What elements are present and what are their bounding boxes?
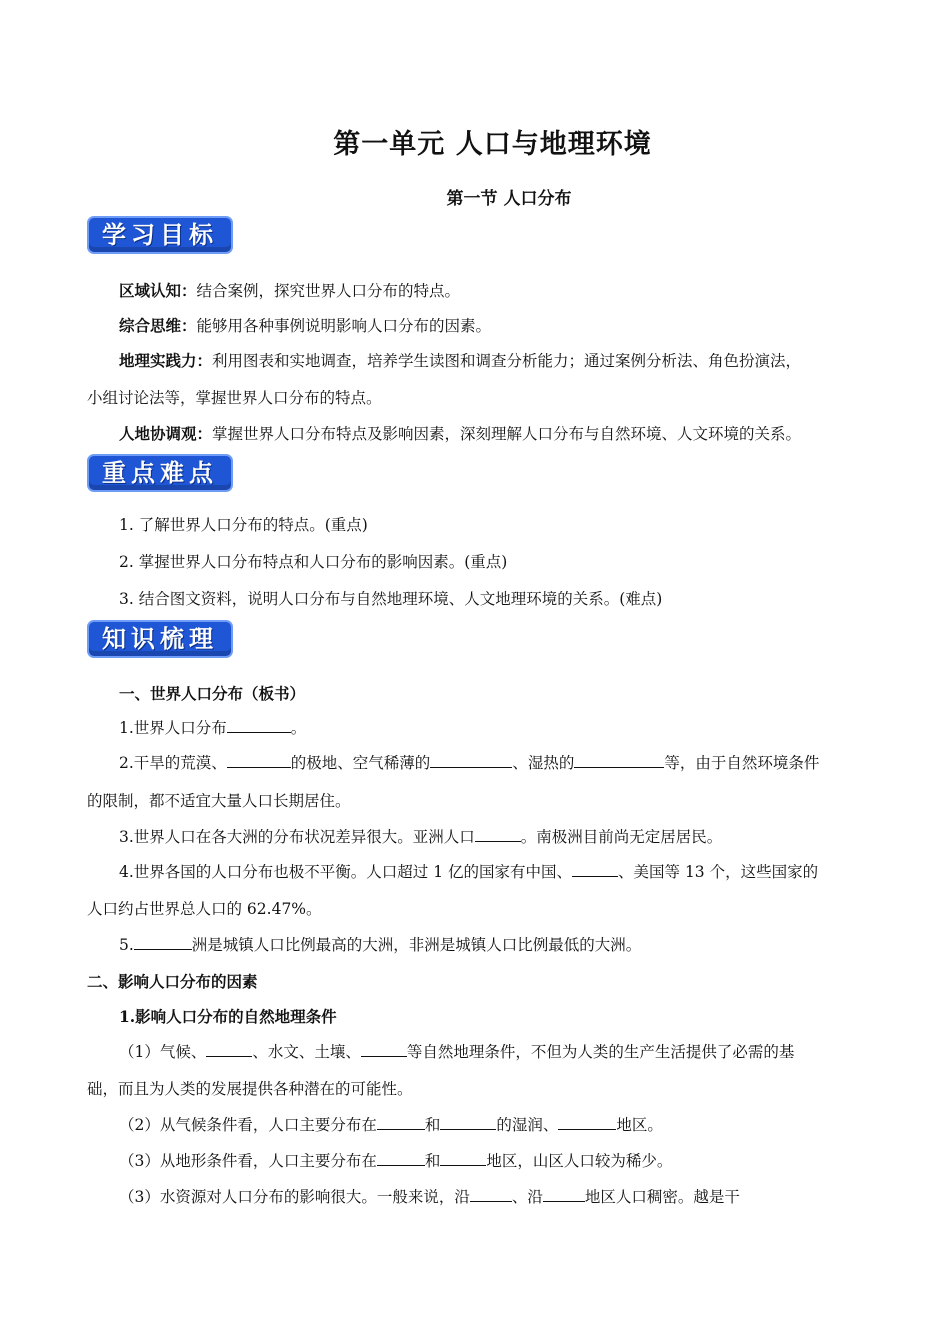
answer-blank[interactable] bbox=[134, 934, 192, 950]
fill-in-line: （1）气候、 、水文、土壤、 等自然地理条件，不但为人类的生产生活提供了必需的基 bbox=[119, 1043, 795, 1061]
objective-line: 地理实践力：利用图表和实地调查，培养学生读图和调查分析能力；通过案例分析法、角色扮演法， bbox=[119, 351, 802, 370]
fill-in-line: （2）从气候条件看，人口主要分布在 和 的湿润、 地区。 bbox=[119, 1116, 663, 1134]
answer-blank[interactable] bbox=[361, 1041, 407, 1057]
answer-blank[interactable] bbox=[227, 717, 291, 733]
key-point-item: 1. 了解世界人口分布的特点。(重点) bbox=[119, 516, 368, 534]
fill-in-line: （3）从地形条件看，人口主要分布在 和 地区，山区人口较为稀少。 bbox=[119, 1152, 673, 1170]
answer-blank[interactable] bbox=[558, 1114, 616, 1130]
answer-blank[interactable] bbox=[543, 1186, 585, 1202]
fill-in-line: 5. 洲是城镇人口比例最高的大洲，非洲是城镇人口比例最低的大洲。 bbox=[119, 936, 642, 954]
objective-line-continued: 小组讨论法等，掌握世界人口分布的特点。 bbox=[87, 389, 382, 407]
answer-blank[interactable] bbox=[574, 752, 664, 768]
answer-blank[interactable] bbox=[572, 861, 618, 877]
key-point-item: 2. 掌握世界人口分布特点和人口分布的影响因素。(重点) bbox=[119, 553, 508, 571]
section-subtitle: 第一节 人口分布 bbox=[446, 189, 572, 209]
page-title: 第一单元 人口与地理环境 bbox=[333, 129, 652, 160]
knowledge-badge: 知识梳理 bbox=[87, 620, 233, 658]
section-heading: 一、世界人口分布（板书） bbox=[119, 684, 306, 703]
fill-in-line: （3）水资源对人口分布的影响很大。一般来说，沿 、沿 地区人口稠密。越是干 bbox=[119, 1188, 740, 1206]
fill-in-line: 3.世界人口在各大洲的分布状况差异很大。亚洲人口 。南极洲目前尚无定居居民。 bbox=[119, 828, 723, 846]
key-points-badge: 重点难点 bbox=[87, 454, 233, 492]
answer-blank[interactable] bbox=[475, 826, 521, 842]
fill-in-line-continued: 的限制，都不适宜大量人口长期居住。 bbox=[87, 792, 351, 810]
objective-line: 区域认知：结合案例，探究世界人口分布的特点。 bbox=[119, 281, 461, 300]
objective-line: 人地协调观：掌握世界人口分布特点及影响因素，深刻理解人口分布与自然环境、人文环境的关系。 bbox=[119, 424, 802, 443]
answer-blank[interactable] bbox=[430, 752, 512, 768]
subsection-heading: 1.影响人口分布的自然地理条件 bbox=[119, 1007, 337, 1026]
key-point-item: 3. 结合图文资料，说明人口分布与自然地理环境、人文地理环境的关系。(难点) bbox=[119, 590, 663, 608]
fill-in-line-continued: 人口约占世界总人口的 62.47%。 bbox=[87, 900, 322, 918]
fill-in-line-continued: 础，而且为人类的发展提供各种潜在的可能性。 bbox=[87, 1080, 413, 1098]
answer-blank[interactable] bbox=[377, 1114, 425, 1130]
answer-blank[interactable] bbox=[470, 1186, 512, 1202]
section-heading: 二、影响人口分布的因素 bbox=[87, 972, 258, 991]
fill-in-line: 2.干旱的荒漠、 的极地、空气稀薄的 、湿热的 等，由于自然环境条件 bbox=[119, 754, 820, 772]
answer-blank[interactable] bbox=[206, 1041, 252, 1057]
answer-blank[interactable] bbox=[377, 1150, 425, 1166]
answer-blank[interactable] bbox=[227, 752, 291, 768]
answer-blank[interactable] bbox=[440, 1114, 496, 1130]
fill-in-line: 4.世界各国的人口分布也极不平衡。人口超过 1 亿的国家有中国、 、美国等 13 个，这些国家的 bbox=[119, 863, 819, 881]
fill-in-line: 1.世界人口分布 。 bbox=[119, 719, 307, 737]
objectives-badge: 学习目标 bbox=[87, 216, 233, 254]
objective-line: 综合思维：能够用各种事例说明影响人口分布的因素。 bbox=[119, 316, 492, 335]
answer-blank[interactable] bbox=[440, 1150, 486, 1166]
